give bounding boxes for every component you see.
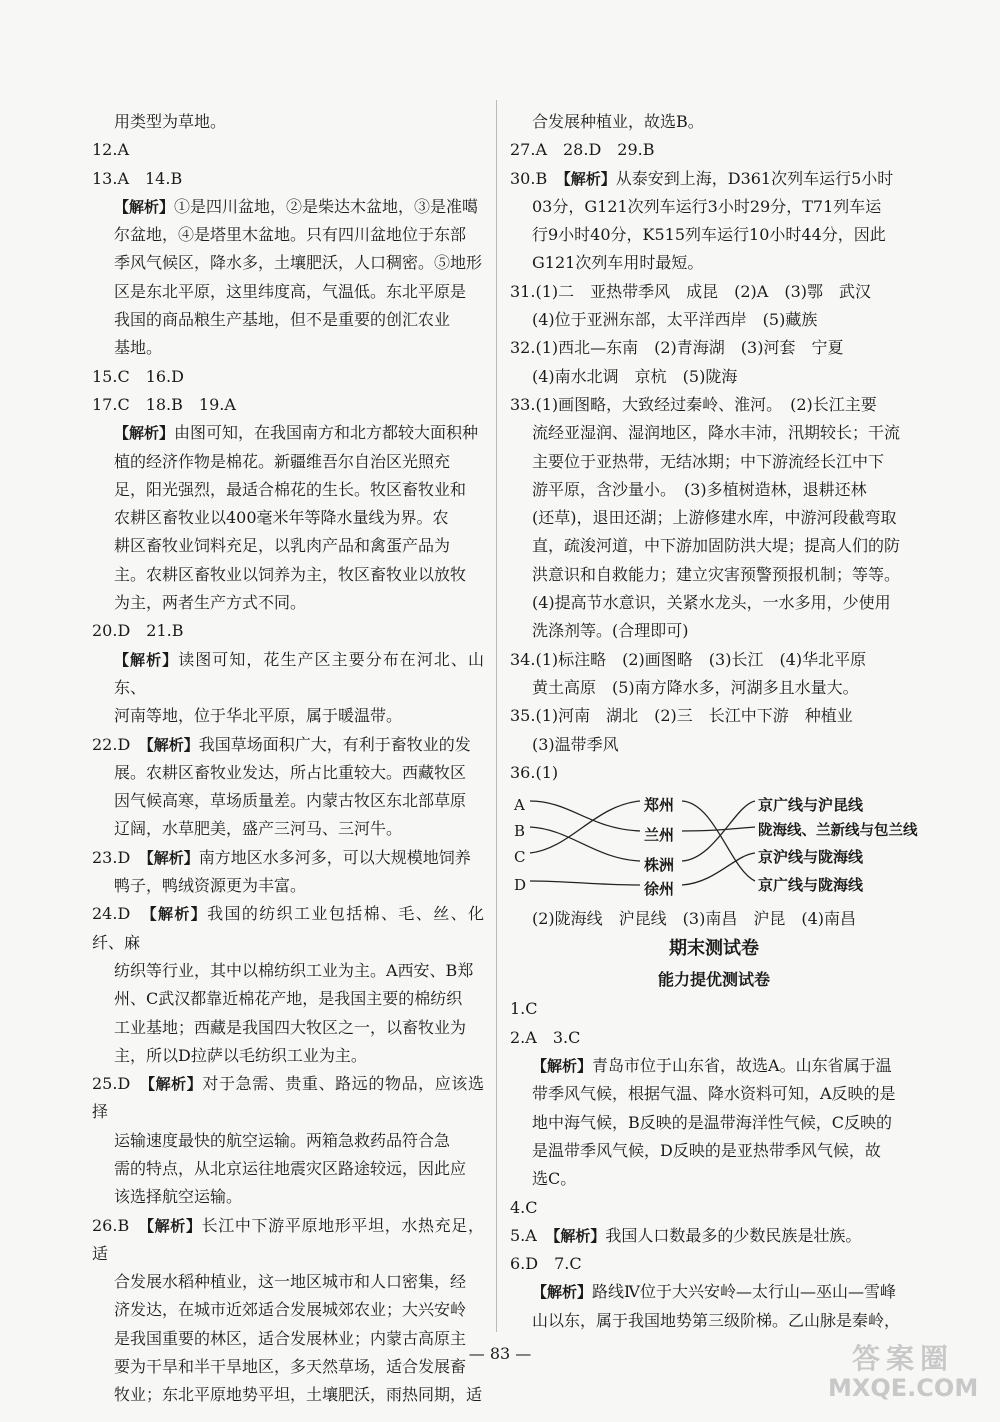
answer-number: 25.D: [92, 1074, 148, 1094]
answer-text: 由图可知，在我国南方和北方都较大面积种: [174, 423, 479, 443]
match-city-xuzhou: 徐州: [644, 880, 675, 899]
answer-line: [510, 165, 918, 193]
match-city-zhengzhou: 郑州: [644, 796, 675, 815]
answer-number: 24.D: [92, 904, 150, 924]
answer-line: [510, 1222, 918, 1250]
answer-line: [92, 731, 484, 759]
answer-line: [92, 815, 484, 843]
answer-text: (2)陇海线 沪昆线 (3)南昌 沪昆 (4)南昌: [532, 909, 856, 929]
answer-text: 我国草场面积广大，有利于畜牧业的发: [198, 734, 471, 754]
answer-line: [510, 221, 918, 249]
answer-number: 5.A: [510, 1225, 553, 1245]
analysis-tag: 【解析】: [146, 1216, 202, 1235]
answer-text: 季风气候区，降水多，土壤肥沃，人口稠密。⑤地形: [114, 253, 483, 273]
answer-text: 从泰安到上海，D361次列车运行5小时: [615, 168, 894, 188]
match-line-2: 陇海线、兰新线与包兰线: [758, 823, 918, 840]
answer-line: [510, 905, 918, 933]
answer-line: [92, 1155, 484, 1183]
answer-text: 读图可知，花生产区主要分布在河北、山东、: [114, 649, 484, 697]
answer-text: (4)提高节水意识，关紧水龙头，一水多用，少使用: [532, 593, 891, 613]
answer-line: [92, 504, 484, 532]
answer-text: 济发达，在城市近郊适合发展城郊农业；大兴安岭: [114, 1300, 467, 1320]
answer-text: 20.D 21.B: [92, 621, 184, 641]
answer-line: [510, 476, 918, 504]
answer-line: [92, 589, 484, 617]
answer-text: 33.(1)画图略，大致经过秦岭、淮河。 (2)长江主要: [510, 394, 877, 414]
analysis-tag: 【解析】: [532, 1283, 593, 1302]
answer-line: [92, 759, 484, 787]
answer-text: 牧业；东北平原地势平坦，土壤肥沃，雨热同期，适: [114, 1385, 483, 1405]
answer-line: [92, 872, 484, 900]
answer-text: (还草)，退田还湖；上游修建水库，中游河段截弯取: [532, 508, 897, 528]
answer-text: 我国人口数最多的少数民族是壮族。: [605, 1225, 862, 1245]
answer-text: (3)温带季风: [532, 734, 619, 754]
answer-line: [92, 617, 484, 645]
answer-text: 12.A: [92, 140, 129, 160]
answer-line: [510, 334, 918, 362]
answer-line: [510, 1109, 918, 1137]
answer-line: [510, 1137, 918, 1165]
answer-line: [510, 278, 918, 306]
answer-line: [92, 419, 484, 447]
answer-text: 需的特点，从北京运往地震灾区路途较远，因此应: [114, 1158, 467, 1178]
answer-text: 31.(1)二 亚热带季风 成昆 (2)A (3)鄂 武汉: [510, 281, 871, 301]
match-city-zhuzhou: 株洲: [644, 856, 675, 875]
answer-text: 基地。: [114, 338, 163, 358]
answer-line: [92, 1042, 484, 1070]
matching-diagram: [510, 789, 918, 901]
answer-text: 工业基地；西藏是我国四大牧区之一，以畜牧业为: [114, 1017, 467, 1037]
answer-line: [510, 448, 918, 476]
answer-line: [510, 1250, 918, 1278]
match-line-1: 京广线与沪昆线: [758, 796, 864, 815]
answer-line: [92, 306, 484, 334]
answer-line: [92, 108, 484, 136]
answer-text: 辽阔，水草肥美，盛产三河马、三河牛。: [114, 819, 403, 839]
line-a-lanzhou: [530, 801, 640, 831]
answer-text: 35.(1)河南 湖北 (2)三 长江中下游 种植业: [510, 706, 853, 726]
answer-text: 长江中下游平原地形平坦，水热充足，适: [92, 1215, 484, 1263]
answer-line: [510, 617, 918, 645]
analysis-tag: 【解析】: [147, 1075, 203, 1094]
answer-number: 23.D: [92, 847, 147, 867]
analysis-tag: 【解析】: [146, 735, 199, 754]
answer-text: 1.C: [510, 999, 538, 1019]
answer-line: [92, 1381, 484, 1409]
analysis-tag: 【解析】: [552, 1226, 606, 1245]
answer-text: 鸭子，鸭绒资源更为丰富。: [114, 876, 307, 896]
answer-line: [92, 165, 484, 193]
line-b-zhuzhou: [530, 827, 640, 861]
answer-text: 03分，G121次列车运行3小时29分，T71列车运: [532, 196, 882, 216]
answer-text: 该选择航空运输。: [114, 1187, 243, 1207]
answer-text: 洗涤剂等。(合理即可): [532, 621, 689, 641]
answer-text: 地中海气候，B反映的是温带海洋性气候，C反映的: [532, 1112, 893, 1132]
answer-text: (4)位于亚洲东部，太平洋西岸 (5)藏族: [532, 310, 818, 330]
answer-line: [510, 419, 918, 447]
answer-text: 是我国重要的林区，适合发展林业；内蒙古高原主: [114, 1328, 467, 1348]
match-line-4: 京广线与陇海线: [758, 876, 864, 895]
answer-line: [510, 532, 918, 560]
analysis-tag: 【解析】: [146, 848, 199, 867]
answer-text: 南方地区水多河多，可以大规模地饲养: [198, 847, 471, 867]
answer-line: [510, 193, 918, 221]
left-column: [92, 108, 484, 1410]
answer-text: 主，所以D拉萨以毛纺织工业为主。: [114, 1045, 367, 1065]
answer-text: 州、C武汉都靠近棉花产地，是我国主要的棉纺织: [114, 989, 463, 1009]
answer-line: [510, 589, 918, 617]
match-letter-b: B: [514, 822, 526, 841]
answer-text: G121次列车用时最短。: [532, 253, 704, 273]
analysis-tag: 【解析】: [149, 905, 208, 924]
answer-line: [510, 646, 918, 674]
answer-text: 农耕区畜牧业以400毫米年等降水量线为界。农: [114, 508, 449, 528]
answer-line: [92, 1296, 484, 1324]
answer-line: [510, 363, 918, 391]
answer-text: 纺织等行业，其中以棉纺织工业为主。A西安、B郑: [114, 960, 474, 980]
answer-line: [92, 334, 484, 362]
answer-text: 用类型为草地。: [114, 112, 227, 131]
right-answers-top: [510, 108, 918, 787]
answer-line: [92, 278, 484, 306]
answer-text: 展。农耕区畜牧业发达，所占比重较大。西藏牧区: [114, 762, 467, 782]
answer-line: [510, 1080, 918, 1108]
answer-line: [510, 1278, 918, 1306]
answer-line: [92, 702, 484, 730]
page-number: — 83 —: [468, 1344, 532, 1363]
answer-line: [92, 476, 484, 504]
answer-line: [92, 1212, 484, 1269]
answer-text: 4.C: [510, 1197, 538, 1217]
match-letter-c: C: [514, 848, 526, 867]
answer-line: [92, 363, 484, 391]
answer-line: [510, 249, 918, 277]
answer-text: 是温带季风气候，D反映的是亚热带季风气候，故: [532, 1140, 881, 1160]
answer-line: [510, 759, 918, 787]
answer-text: 27.A 28.D 29.B: [510, 140, 655, 160]
match-line-3: 京沪线与陇海线: [758, 848, 864, 867]
answer-number: 30.B: [510, 168, 564, 188]
answer-line: [92, 1014, 484, 1042]
answer-text: ①是四川盆地，②是柴达木盆地，③是准噶: [174, 196, 479, 216]
answer-line: [92, 957, 484, 985]
answer-line: [92, 900, 484, 957]
answer-text: 流经亚湿润、湿润地区，降水丰沛，汛期较长；干流: [532, 423, 901, 443]
answer-text: 足，阳光强烈，最适合棉花的生长。牧区畜牧业和: [114, 479, 467, 499]
answer-text: 36.(1): [510, 762, 559, 782]
answer-number: 22.D: [92, 734, 147, 754]
answer-text: 17.C 18.B 19.A: [92, 394, 236, 414]
answer-text: 要为干旱和半干旱地区，多天然草场，适合发展畜: [114, 1357, 467, 1377]
right-answers-mid: [510, 905, 918, 933]
right-column: [510, 108, 918, 1335]
answer-line: [92, 193, 484, 221]
answer-text: 2.A 3.C: [510, 1027, 581, 1047]
answer-text: 6.D 7.C: [510, 1254, 582, 1274]
match-city-lanzhou: 兰州: [644, 826, 675, 845]
answer-text: 青岛市位于山东省，故选A。山东省属于温: [592, 1056, 892, 1076]
answer-text: 运输速度最快的航空运输。两箱急救药品符合急: [114, 1130, 451, 1150]
column-divider: [496, 100, 497, 1332]
analysis-tag: 【解析】: [532, 1057, 593, 1076]
answer-text: 河南等地，位于华北平原，属于暖温带。: [114, 706, 403, 726]
answer-text: 34.(1)标注略 (2)画图略 (3)长江 (4)华北平原: [510, 649, 867, 669]
answer-line: [92, 1127, 484, 1155]
answer-text: 尔盆地，④是塔里木盆地。只有四川盆地位于东部: [114, 225, 467, 245]
answer-line: [510, 391, 918, 419]
answer-text: 15.C 16.D: [92, 366, 184, 386]
answer-text: 路线Ⅳ位于大兴安岭—太行山—巫山—雪峰: [592, 1282, 897, 1302]
answer-line: [510, 108, 918, 136]
answer-text: 主要位于亚热带，无结冰期；中下游流经长江中下: [532, 451, 885, 471]
answer-line: [510, 504, 918, 532]
answer-text: 行9小时40分，K515列车运行10小时44分，因此: [532, 225, 886, 245]
answer-line: [92, 448, 484, 476]
answer-text: 耕区畜牧业饲料充足，以乳肉产品和禽蛋产品为: [114, 536, 451, 556]
answer-line: [510, 1052, 918, 1080]
answer-text: 对于急需、贵重、路远的物品，应该选择: [92, 1074, 484, 1122]
answer-text: 32.(1)西北—东南 (2)青海湖 (3)河套 宁夏: [510, 338, 844, 358]
analysis-tag: 【解析】: [114, 650, 179, 669]
answer-text: 区是东北平原，这里纬度高，气温低。东北平原是: [114, 281, 467, 301]
answer-line: [510, 1194, 918, 1222]
answer-line: [92, 221, 484, 249]
match-letter-d: D: [514, 876, 527, 895]
answer-text: (4)南水北调 京杭 (5)陇海: [532, 366, 738, 386]
answer-line: [510, 702, 918, 730]
line-lanzhou-longhai: [682, 827, 755, 831]
analysis-tag: 【解析】: [114, 424, 175, 443]
answer-text: 洪意识和自救能力；建立灾害预警预报机制；等等。: [532, 564, 901, 584]
line-d-xuzhou: [530, 881, 640, 885]
watermark-logo: 答案圈 MXQE.COM: [828, 1342, 979, 1402]
answer-text: 我国的商品粮生产基地，但不是重要的创汇农业: [114, 310, 451, 330]
sub-title: 能力提优测试卷: [657, 970, 770, 990]
answer-line: [510, 1024, 918, 1052]
answer-line: [510, 1165, 918, 1193]
answer-text: 游平原，含沙量小。 (3)多植树造林，退耕还林: [532, 479, 867, 499]
answer-line: [92, 561, 484, 589]
answer-text: 合发展种植业，故选B。: [532, 112, 704, 131]
answer-line: [510, 136, 918, 164]
answer-text: 植的经济作物是棉花。新疆维吾尔自治区光照充: [114, 451, 451, 471]
answer-text: 合发展水稻种植业，这一地区城市和人口密集，经: [114, 1272, 467, 1292]
match-letter-a: A: [514, 796, 525, 815]
answer-text: 13.A 14.B: [92, 168, 183, 188]
answer-text: 因气候高寒，草场质量差。内蒙古牧区东北部草原: [114, 791, 467, 811]
answer-line: [92, 249, 484, 277]
answer-line: [92, 985, 484, 1013]
answer-text: 选C。: [532, 1169, 577, 1189]
right-answers-bottom: [510, 995, 918, 1335]
answer-text: 主。农耕区畜牧业以饲养为主，牧区畜牧业以放牧: [114, 564, 467, 584]
answer-line: [510, 306, 918, 334]
answer-line: [92, 787, 484, 815]
answer-line: [92, 844, 484, 872]
answer-line: [92, 532, 484, 560]
answer-line: [92, 1070, 484, 1127]
analysis-tag: 【解析】: [563, 169, 616, 188]
answer-line: [510, 731, 918, 759]
line-zhengzhou-jingguang-longhai: [682, 801, 755, 881]
answer-line: [92, 646, 484, 703]
answer-line: [510, 674, 918, 702]
answer-line: [510, 1307, 918, 1335]
answer-number: 26.B: [92, 1215, 147, 1235]
answer-text: 山以东，属于我国地势第三级阶梯。乙山脉是秦岭，: [532, 1310, 901, 1330]
answer-text: 直，疏浚河道，中下游加固防洪大堤；提高人们的防: [532, 536, 901, 556]
answer-text: 带季风气候，根据气温、降水资料可知，A反映的是: [532, 1084, 896, 1104]
analysis-tag: 【解析】: [114, 197, 175, 216]
answer-text: 我国的纺织工业包括棉、毛、丝、化纤、麻: [92, 904, 484, 952]
section-title: 期末测试卷: [669, 938, 759, 960]
answer-line: [92, 1183, 484, 1211]
answer-line: [510, 995, 918, 1023]
answer-line: [510, 561, 918, 589]
answer-line: [92, 136, 484, 164]
answer-line: [92, 1268, 484, 1296]
answer-text: 黄土高原 (5)南方降水多，河湖多且水量大。: [532, 677, 859, 697]
answer-line: [92, 391, 484, 419]
answer-text: 为主，两者生产方式不同。: [114, 593, 307, 613]
